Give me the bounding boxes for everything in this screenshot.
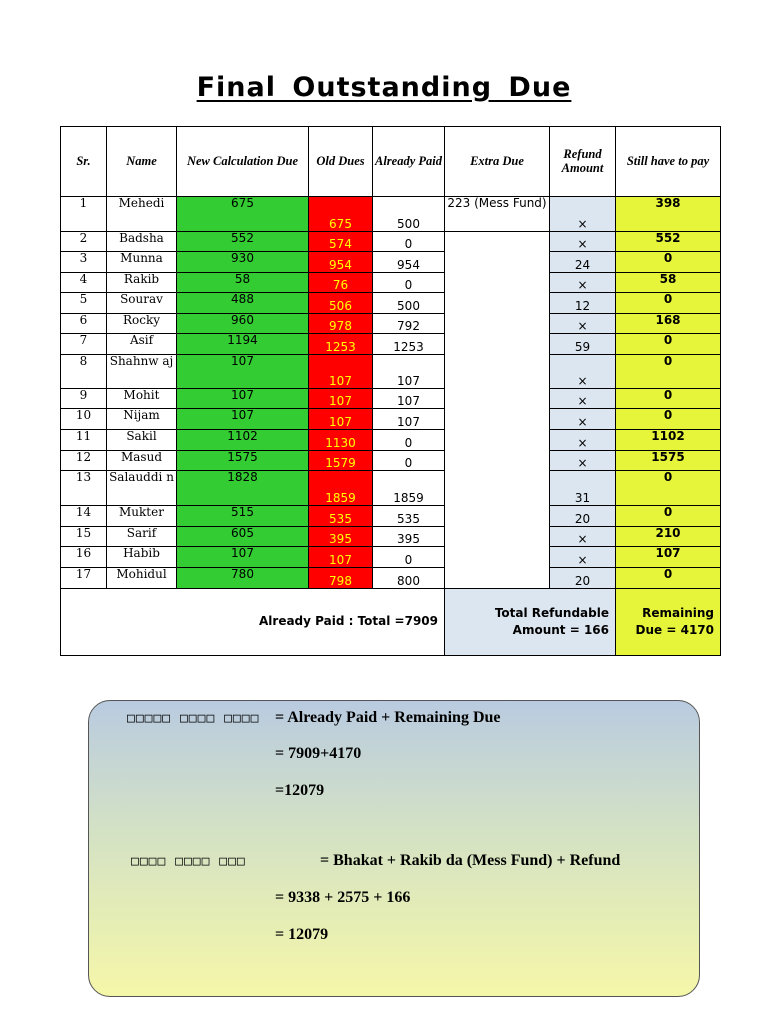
cell-old-due: 954 bbox=[309, 252, 373, 273]
table-row bbox=[61, 568, 721, 589]
source-amount-label: □□□□ □□□□ □□□ bbox=[131, 854, 246, 869]
cell-refund: × bbox=[550, 389, 616, 409]
cell-refund: × bbox=[550, 451, 616, 471]
calc-line-5: = 9338 + 2575 + 166 bbox=[275, 889, 411, 906]
cell-name: Sourav bbox=[107, 293, 177, 314]
cell-name: Sakil bbox=[107, 430, 177, 451]
cell-new-due: 675 bbox=[177, 197, 309, 232]
cell-already-paid: 1253 bbox=[373, 334, 445, 355]
cell-sr: 2 bbox=[61, 232, 107, 252]
table-footer-row bbox=[61, 589, 721, 656]
calc-line-4: = Bhakat + Rakib da (Mess Fund) + Refund bbox=[320, 852, 621, 869]
cell-refund: 31 bbox=[550, 471, 616, 506]
cell-already-paid: 500 bbox=[373, 197, 445, 232]
cell-old-due: 798 bbox=[309, 568, 373, 589]
extra-due-empty-cell bbox=[445, 232, 550, 589]
cell-name: Mohit bbox=[107, 389, 177, 409]
cell-still-to-pay: 552 bbox=[616, 232, 721, 252]
header-sr: Sr. bbox=[61, 127, 107, 197]
cell-name: Mukter bbox=[107, 506, 177, 527]
table-header-row bbox=[61, 127, 721, 197]
table-row bbox=[61, 451, 721, 471]
cell-old-due: 506 bbox=[309, 293, 373, 314]
cell-already-paid: 0 bbox=[373, 430, 445, 451]
cell-already-paid: 0 bbox=[373, 232, 445, 252]
cell-refund: × bbox=[550, 314, 616, 334]
calc-line-1: = Already Paid + Remaining Due bbox=[275, 709, 501, 726]
cell-still-to-pay: 0 bbox=[616, 334, 721, 355]
cell-refund: 20 bbox=[550, 568, 616, 589]
cell-old-due: 107 bbox=[309, 409, 373, 430]
header-extra-due: Extra Due bbox=[445, 127, 550, 197]
table-row bbox=[61, 471, 721, 506]
outstanding-due-table bbox=[60, 126, 721, 656]
cell-old-due: 535 bbox=[309, 506, 373, 527]
cell-old-due: 1130 bbox=[309, 430, 373, 451]
cell-old-due: 1253 bbox=[309, 334, 373, 355]
calculation-box bbox=[88, 700, 700, 997]
table-row bbox=[61, 547, 721, 568]
cell-new-due: 605 bbox=[177, 527, 309, 547]
cell-sr: 11 bbox=[61, 430, 107, 451]
total-amount-label: □□□□□ □□□□ □□□□ bbox=[127, 711, 260, 726]
table-row bbox=[61, 252, 721, 273]
cell-name: Badsha bbox=[107, 232, 177, 252]
table-row bbox=[61, 293, 721, 314]
cell-refund: × bbox=[550, 273, 616, 293]
page-title: Final Outstanding Due bbox=[196, 72, 572, 103]
cell-name: Habib bbox=[107, 547, 177, 568]
cell-name: Rakib bbox=[107, 273, 177, 293]
cell-old-due: 76 bbox=[309, 273, 373, 293]
total-refundable-amount: Total Refundable Amount = 166 bbox=[445, 589, 616, 656]
cell-refund: × bbox=[550, 232, 616, 252]
cell-old-due: 978 bbox=[309, 314, 373, 334]
cell-name: Mohidul bbox=[107, 568, 177, 589]
cell-sr: 6 bbox=[61, 314, 107, 334]
cell-name: Asif bbox=[107, 334, 177, 355]
cell-still-to-pay: 398 bbox=[616, 197, 721, 232]
cell-already-paid: 0 bbox=[373, 451, 445, 471]
cell-name: Sarif bbox=[107, 527, 177, 547]
cell-old-due: 1859 bbox=[309, 471, 373, 506]
table-row bbox=[61, 334, 721, 355]
cell-already-paid: 107 bbox=[373, 409, 445, 430]
cell-refund: × bbox=[550, 547, 616, 568]
table-row bbox=[61, 355, 721, 389]
cell-new-due: 107 bbox=[177, 389, 309, 409]
cell-still-to-pay: 168 bbox=[616, 314, 721, 334]
cell-sr: 16 bbox=[61, 547, 107, 568]
header-already-paid: Already Paid bbox=[373, 127, 445, 197]
header-name: Name bbox=[107, 127, 177, 197]
cell-refund: 20 bbox=[550, 506, 616, 527]
cell-sr: 12 bbox=[61, 451, 107, 471]
cell-sr: 9 bbox=[61, 389, 107, 409]
header-new-calculation-due: New Calculation Due bbox=[177, 127, 309, 197]
table-row bbox=[61, 389, 721, 409]
cell-new-due: 960 bbox=[177, 314, 309, 334]
cell-sr: 14 bbox=[61, 506, 107, 527]
cell-already-paid: 500 bbox=[373, 293, 445, 314]
cell-new-due: 1828 bbox=[177, 471, 309, 506]
cell-sr: 4 bbox=[61, 273, 107, 293]
cell-old-due: 107 bbox=[309, 547, 373, 568]
cell-new-due: 552 bbox=[177, 232, 309, 252]
cell-new-due: 930 bbox=[177, 252, 309, 273]
table-row bbox=[61, 527, 721, 547]
cell-already-paid: 0 bbox=[373, 273, 445, 293]
table-row bbox=[61, 197, 721, 232]
cell-already-paid: 792 bbox=[373, 314, 445, 334]
cell-new-due: 107 bbox=[177, 355, 309, 389]
cell-already-paid: 0 bbox=[373, 547, 445, 568]
table-row bbox=[61, 506, 721, 527]
cell-name: Shahnw aj bbox=[107, 355, 177, 389]
cell-still-to-pay: 0 bbox=[616, 409, 721, 430]
calc-line-3: =12079 bbox=[275, 782, 325, 799]
cell-refund: × bbox=[550, 527, 616, 547]
cell-name: Masud bbox=[107, 451, 177, 471]
cell-still-to-pay: 1102 bbox=[616, 430, 721, 451]
cell-already-paid: 1859 bbox=[373, 471, 445, 506]
cell-already-paid: 107 bbox=[373, 389, 445, 409]
header-still-have-to-pay: Still have to pay bbox=[616, 127, 721, 197]
cell-still-to-pay: 0 bbox=[616, 506, 721, 527]
cell-still-to-pay: 210 bbox=[616, 527, 721, 547]
cell-sr: 7 bbox=[61, 334, 107, 355]
cell-already-paid: 954 bbox=[373, 252, 445, 273]
cell-already-paid: 395 bbox=[373, 527, 445, 547]
cell-sr: 5 bbox=[61, 293, 107, 314]
cell-still-to-pay: 0 bbox=[616, 252, 721, 273]
cell-old-due: 395 bbox=[309, 527, 373, 547]
cell-new-due: 1194 bbox=[177, 334, 309, 355]
cell-new-due: 107 bbox=[177, 547, 309, 568]
cell-refund: × bbox=[550, 430, 616, 451]
cell-sr: 8 bbox=[61, 355, 107, 389]
cell-still-to-pay: 0 bbox=[616, 293, 721, 314]
cell-sr: 3 bbox=[61, 252, 107, 273]
cell-refund: × bbox=[550, 409, 616, 430]
cell-new-due: 1102 bbox=[177, 430, 309, 451]
cell-still-to-pay: 0 bbox=[616, 355, 721, 389]
cell-already-paid: 535 bbox=[373, 506, 445, 527]
cell-new-due: 58 bbox=[177, 273, 309, 293]
cell-name: Rocky bbox=[107, 314, 177, 334]
cell-new-due: 515 bbox=[177, 506, 309, 527]
table-row bbox=[61, 273, 721, 293]
cell-name: Mehedi bbox=[107, 197, 177, 232]
cell-still-to-pay: 0 bbox=[616, 471, 721, 506]
cell-name: Salauddi n bbox=[107, 471, 177, 506]
cell-still-to-pay: 0 bbox=[616, 389, 721, 409]
cell-sr: 15 bbox=[61, 527, 107, 547]
cell-old-due: 1579 bbox=[309, 451, 373, 471]
cell-name: Nijam bbox=[107, 409, 177, 430]
cell-new-due: 780 bbox=[177, 568, 309, 589]
cell-still-to-pay: 1575 bbox=[616, 451, 721, 471]
cell-new-due: 1575 bbox=[177, 451, 309, 471]
already-paid-total: Already Paid : Total =7909 bbox=[61, 589, 445, 656]
table-row bbox=[61, 314, 721, 334]
table-row bbox=[61, 232, 721, 252]
cell-still-to-pay: 0 bbox=[616, 568, 721, 589]
cell-name: Munna bbox=[107, 252, 177, 273]
table-row bbox=[61, 409, 721, 430]
header-refund-amount: Refund Amount bbox=[550, 127, 616, 197]
cell-old-due: 574 bbox=[309, 232, 373, 252]
cell-old-due: 107 bbox=[309, 355, 373, 389]
cell-extra-due: 223 (Mess Fund) bbox=[445, 197, 550, 232]
calc-line-2: = 7909+4170 bbox=[275, 745, 362, 762]
cell-old-due: 675 bbox=[309, 197, 373, 232]
cell-sr: 17 bbox=[61, 568, 107, 589]
cell-sr: 10 bbox=[61, 409, 107, 430]
cell-sr: 13 bbox=[61, 471, 107, 506]
cell-new-due: 107 bbox=[177, 409, 309, 430]
cell-still-to-pay: 58 bbox=[616, 273, 721, 293]
header-old-dues: Old Dues bbox=[309, 127, 373, 197]
table-row bbox=[61, 430, 721, 451]
cell-refund: × bbox=[550, 197, 616, 232]
cell-refund: 59 bbox=[550, 334, 616, 355]
cell-refund: × bbox=[550, 355, 616, 389]
cell-sr: 1 bbox=[61, 197, 107, 232]
cell-old-due: 107 bbox=[309, 389, 373, 409]
cell-refund: 12 bbox=[550, 293, 616, 314]
calc-line-6: = 12079 bbox=[275, 926, 329, 943]
cell-already-paid: 800 bbox=[373, 568, 445, 589]
cell-still-to-pay: 107 bbox=[616, 547, 721, 568]
cell-new-due: 488 bbox=[177, 293, 309, 314]
cell-refund: 24 bbox=[550, 252, 616, 273]
remaining-due-total: Remaining Due = 4170 bbox=[616, 589, 721, 656]
cell-already-paid: 107 bbox=[373, 355, 445, 389]
